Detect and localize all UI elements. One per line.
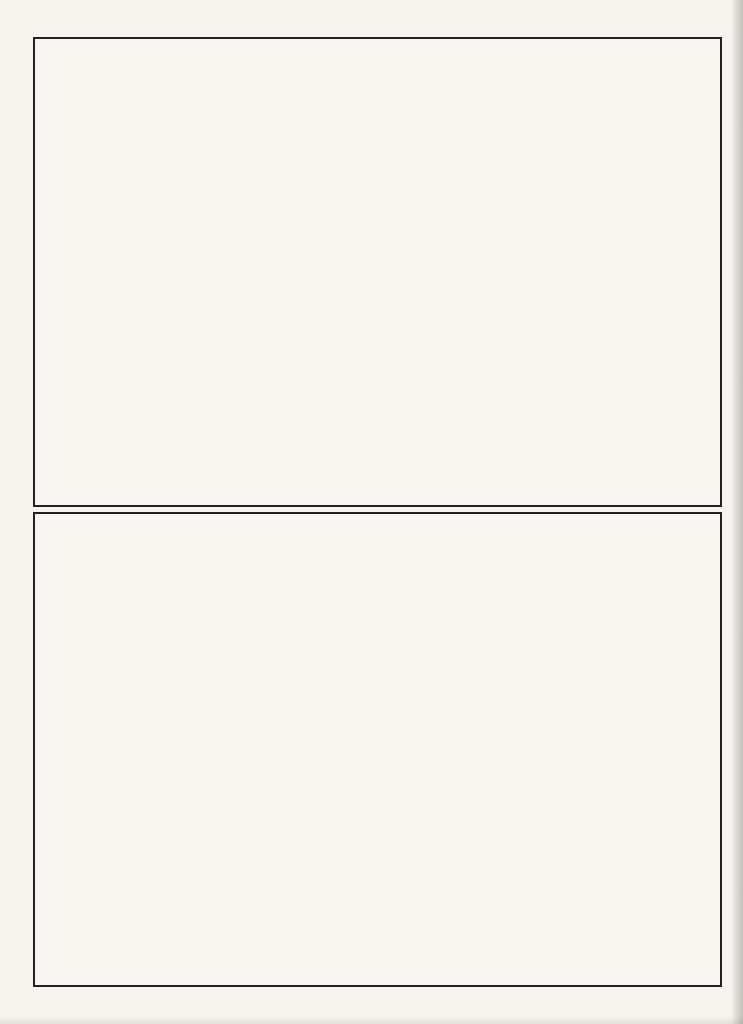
- roster-table-top: [33, 37, 722, 507]
- roster-sheet: [33, 37, 722, 987]
- roster-table-bottom: [33, 512, 722, 987]
- scan-shadow-right: [731, 0, 743, 1024]
- scan-shadow-bottom: [0, 1016, 743, 1024]
